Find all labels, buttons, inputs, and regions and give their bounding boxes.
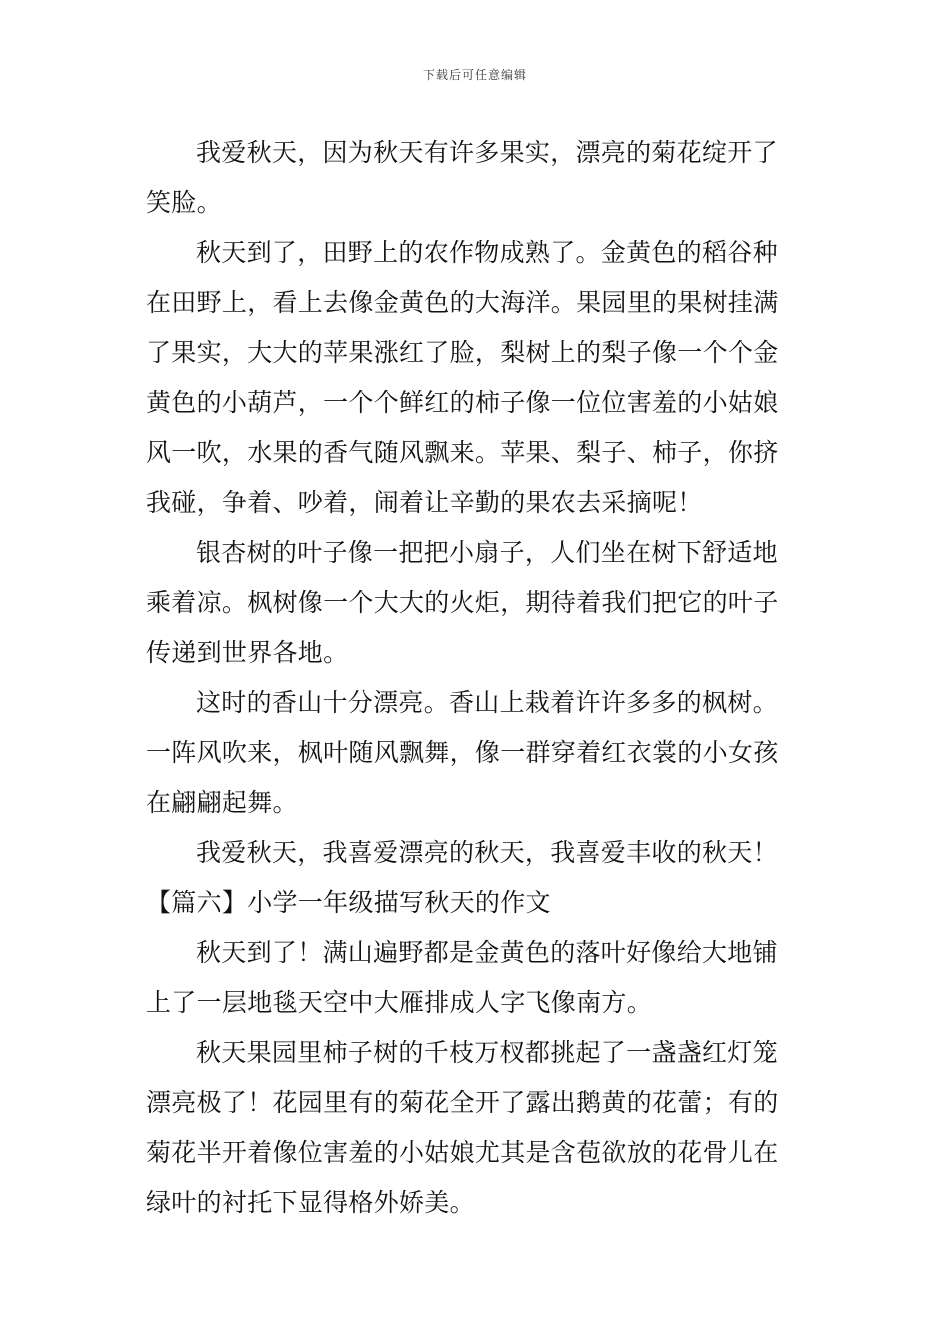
paragraph-line: 漂亮极了！花园里有的菊花全开了露出鹅黄的花蕾；有的 xyxy=(146,1088,779,1117)
section-heading: 【篇六】小学一年级描写秋天的作文 xyxy=(146,888,551,917)
paragraph-line: 秋天到了，田野上的农作物成熟了。金黄色的稻谷种 xyxy=(196,238,778,267)
paragraph-line: 传递到世界各地。 xyxy=(146,638,349,667)
paragraph-line: 我爱秋天，因为秋天有许多果实，漂亮的菊花绽开了 xyxy=(196,138,778,167)
paragraph-line: 秋天到了！满山遍野都是金黄色的落叶好像给大地铺 xyxy=(196,938,778,967)
paragraph-line: 在田野上，看上去像金黄色的大海洋。果园里的果树挂满 xyxy=(146,288,779,317)
paragraph-line: 笑脸。 xyxy=(146,188,222,217)
paragraph-line: 乘着凉。枫树像一个大大的火炬，期待着我们把它的叶子 xyxy=(146,588,779,617)
page-header: 下载后可任意编辑 xyxy=(422,68,527,82)
paragraph-line: 我碰，争着、吵着，闹着让辛勤的果农去采摘呢！ xyxy=(146,488,703,517)
document-body xyxy=(146,128,810,1228)
paragraph-line: 这时的香山十分漂亮。香山上栽着许许多多的枫树。 xyxy=(196,688,778,717)
paragraph-line: 风一吹，水果的香气随风飘来。苹果、梨子、柿子，你挤 xyxy=(146,438,779,467)
paragraph-line: 我爱秋天，我喜爱漂亮的秋天，我喜爱丰收的秋天！ xyxy=(196,838,778,867)
paragraph-line: 在翩翩起舞。 xyxy=(146,788,298,817)
paragraph-line: 银杏树的叶子像一把把小扇子，人们坐在树下舒适地 xyxy=(196,538,778,567)
paragraph-line: 菊花半开着像位害羞的小姑娘尤其是含苞欲放的花骨儿在 xyxy=(146,1138,779,1167)
paragraph-line: 上了一层地毯天空中大雁排成人字飞像南方。 xyxy=(146,988,653,1017)
paragraph-line: 绿叶的衬托下显得格外娇美。 xyxy=(146,1188,475,1217)
paragraph-line: 秋天果园里柿子树的千枝万杈都挑起了一盏盏红灯笼 xyxy=(196,1038,778,1067)
paragraph-line: 黄色的小葫芦，一个个鲜红的柿子像一位位害羞的小姑娘 xyxy=(146,388,779,417)
paragraph-line: 一阵风吹来，枫叶随风飘舞，像一群穿着红衣裳的小女孩 xyxy=(146,738,779,767)
paragraph-line: 了果实，大大的苹果涨红了脸，梨树上的梨子像一个个金 xyxy=(146,338,779,367)
